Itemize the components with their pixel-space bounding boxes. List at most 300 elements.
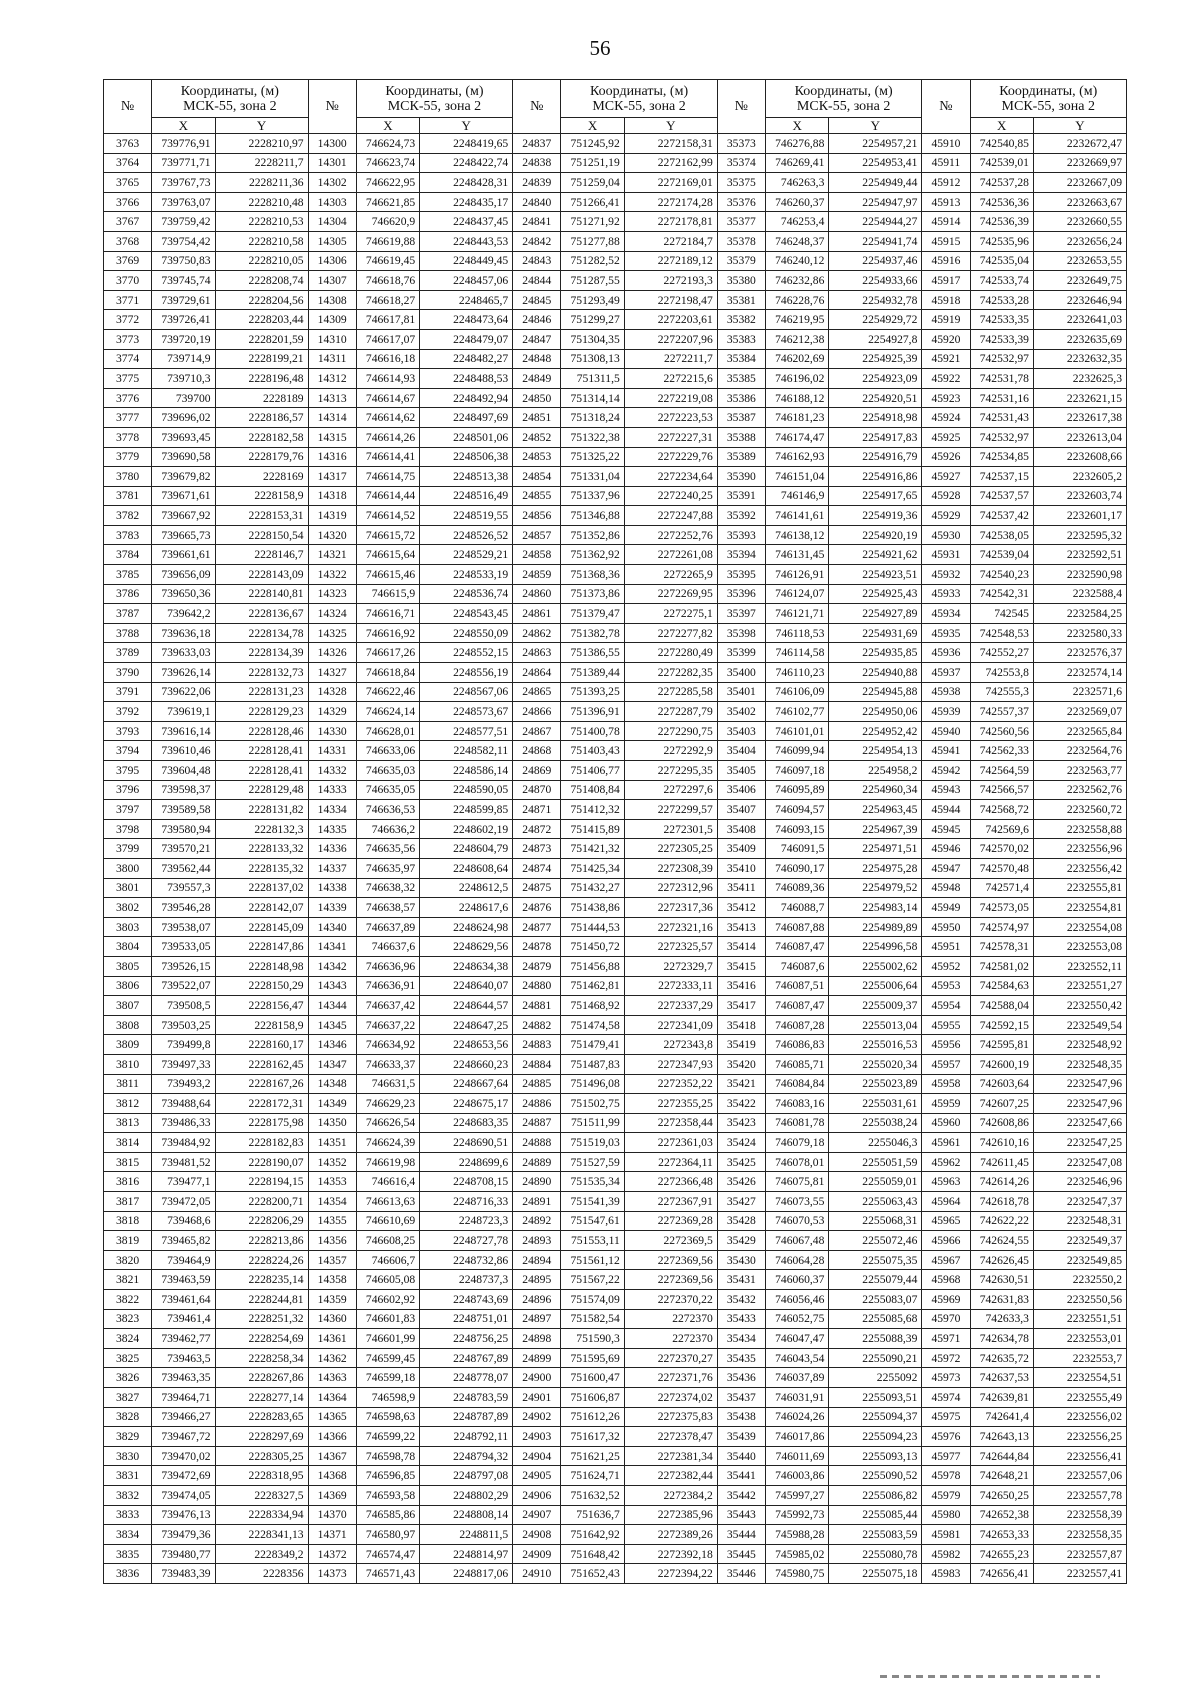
table-row [104,1015,1127,1035]
x-coordinate-cell: 746124,07 [765,584,828,604]
y-coordinate-cell: 2248422,74 [420,153,513,173]
y-coordinate-cell: 2228244,81 [215,1290,308,1310]
coord-title: Координаты, (м) [385,83,484,99]
x-coordinate-cell: 751308,13 [561,349,624,369]
x-coordinate-cell: 746571,43 [356,1564,419,1584]
point-number-cell: 45914 [922,212,970,232]
y-coordinate-cell: 2248756,25 [420,1329,513,1349]
y-coordinate-cell: 2232555,81 [1033,878,1126,898]
x-coordinate-cell: 746087,47 [765,996,828,1016]
point-number-cell: 14312 [308,369,356,389]
coord-title: Координаты, (м) [589,83,689,99]
y-coordinate-cell: 2232549,85 [1033,1250,1126,1270]
point-number-cell: 45980 [922,1505,970,1525]
x-coordinate-cell: 746618,84 [356,663,419,683]
table-row [104,1309,1127,1329]
x-coordinate-cell: 746095,89 [765,780,828,800]
point-number-cell: 3829 [104,1427,152,1447]
table-row [104,1094,1127,1114]
y-coordinate-cell: 2248660,23 [420,1054,513,1074]
y-coordinate-cell: 2254923,51 [829,565,922,585]
y-coordinate-cell: 2272207,96 [624,329,717,349]
x-coordinate-cell: 751624,71 [561,1466,624,1486]
point-number-cell: 35390 [717,467,765,487]
x-coordinate-cell: 746601,83 [356,1309,419,1329]
point-number-cell: 35393 [717,525,765,545]
point-number-cell: 24872 [513,819,561,839]
x-coordinate-cell: 751266,41 [561,192,624,212]
y-coordinate-cell: 2232608,66 [1033,447,1126,467]
point-number-cell: 45971 [922,1329,970,1349]
point-number-cell: 45913 [922,192,970,212]
y-coordinate-cell: 2248727,78 [420,1231,513,1251]
x-coordinate-cell: 739557,3 [152,878,215,898]
x-coordinate-cell: 739661,61 [152,545,215,565]
point-number-cell: 24866 [513,702,561,722]
y-coordinate-cell: 2228204,56 [215,290,308,310]
x-coordinate-cell: 751496,08 [561,1074,624,1094]
y-coordinate-cell: 2232550,56 [1033,1290,1126,1310]
table-row [104,898,1127,918]
y-coordinate-cell: 2228277,14 [215,1388,308,1408]
y-coordinate-cell: 2255090,52 [829,1466,922,1486]
y-coordinate-cell: 2232555,49 [1033,1388,1126,1408]
y-coordinate-cell: 2272215,6 [624,369,717,389]
y-coordinate-cell: 2254923,09 [829,369,922,389]
point-number-cell: 24868 [513,741,561,761]
y-coordinate-cell: 2232557,87 [1033,1544,1126,1564]
y-coordinate-cell: 2232632,35 [1033,349,1126,369]
x-coordinate-cell: 751379,47 [561,604,624,624]
x-coordinate-cell: 739642,2 [152,604,215,624]
point-number-cell: 24907 [513,1505,561,1525]
point-number-cell: 35412 [717,898,765,918]
y-coordinate-cell: 2254937,46 [829,251,922,271]
x-coordinate-cell: 746628,01 [356,721,419,741]
y-coordinate-cell: 2232667,09 [1033,173,1126,193]
point-number-cell: 35444 [717,1525,765,1545]
point-number-cell: 35392 [717,506,765,526]
point-number-cell: 24838 [513,153,561,173]
x-coordinate-cell: 746624,14 [356,702,419,722]
y-coordinate-cell: 2254916,79 [829,447,922,467]
y-coordinate-cell: 2272203,61 [624,310,717,330]
x-coordinate-cell: 745985,02 [765,1544,828,1564]
x-coordinate-cell: 746037,89 [765,1368,828,1388]
point-number-cell: 14348 [308,1074,356,1094]
point-number-cell: 14339 [308,898,356,918]
x-coordinate-cell: 746633,37 [356,1054,419,1074]
y-coordinate-cell: 2232556,41 [1033,1446,1126,1466]
x-coordinate-cell: 739696,02 [152,408,215,428]
point-number-cell: 3793 [104,721,152,741]
x-coordinate-cell: 742650,25 [970,1485,1033,1505]
x-coordinate-cell: 739463,35 [152,1368,215,1388]
y-coordinate-cell: 2248675,17 [420,1094,513,1114]
x-coordinate-cell: 746087,47 [765,937,828,957]
point-number-cell: 35428 [717,1211,765,1231]
y-coordinate-cell: 2248513,38 [420,467,513,487]
point-number-cell: 3786 [104,584,152,604]
x-coordinate-cell: 751487,83 [561,1054,624,1074]
point-number-cell: 45923 [922,388,970,408]
y-coordinate-cell: 2254996,58 [829,937,922,957]
point-number-cell: 35400 [717,663,765,683]
point-number-cell: 45947 [922,858,970,878]
x-coordinate-cell: 751652,43 [561,1564,624,1584]
point-number-cell: 45921 [922,349,970,369]
x-coordinate-cell: 739714,9 [152,349,215,369]
y-coordinate-cell: 2232556,96 [1033,839,1126,859]
y-coordinate-cell: 2228128,41 [215,741,308,761]
x-coordinate-cell: 739474,05 [152,1485,215,1505]
x-coordinate-cell: 746101,01 [765,721,828,741]
y-coordinate-cell: 2254932,78 [829,290,922,310]
x-coordinate-cell: 742552,27 [970,643,1033,663]
y-coordinate-cell: 2272361,03 [624,1133,717,1153]
point-number-cell: 14364 [308,1388,356,1408]
x-coordinate-cell: 742588,04 [970,996,1033,1016]
x-coordinate-cell: 751617,32 [561,1427,624,1447]
x-coordinate-cell: 739763,07 [152,192,215,212]
x-coordinate-cell: 742608,86 [970,1113,1033,1133]
x-coordinate-cell: 751574,09 [561,1290,624,1310]
point-number-cell: 35416 [717,976,765,996]
table-row [104,1250,1127,1270]
y-coordinate-cell: 2254925,43 [829,584,922,604]
point-number-cell: 3795 [104,761,152,781]
x-coordinate-cell: 751245,92 [561,134,624,154]
y-coordinate-cell: 2272375,83 [624,1407,717,1427]
x-coordinate-cell: 746624,73 [356,134,419,154]
point-number-cell: 45963 [922,1172,970,1192]
y-coordinate-cell: 2254916,86 [829,467,922,487]
point-number-cell: 45952 [922,956,970,976]
point-number-cell: 3815 [104,1152,152,1172]
coord-title: Координаты, (м) [180,83,279,99]
x-coordinate-cell: 739472,69 [152,1466,215,1486]
point-number-cell: 14354 [308,1192,356,1212]
coordinates-table-container [103,79,1127,1584]
x-coordinate-cell: 739503,25 [152,1015,215,1035]
y-coordinate-cell: 2228148,98 [215,956,308,976]
x-coordinate-cell: 751595,69 [561,1348,624,1368]
point-number-cell: 24895 [513,1270,561,1290]
y-coordinate-cell: 2248732,86 [420,1250,513,1270]
x-coordinate-cell: 739580,94 [152,819,215,839]
x-coordinate-cell: 746078,01 [765,1152,828,1172]
point-number-cell: 3763 [104,134,152,154]
x-coordinate-cell: 745992,73 [765,1505,828,1525]
x-coordinate-cell: 751511,99 [561,1113,624,1133]
point-number-cell: 24855 [513,486,561,506]
y-coordinate-cell: 2255023,89 [829,1074,922,1094]
point-number-cell: 35421 [717,1074,765,1094]
y-coordinate-cell: 2232553,7 [1033,1348,1126,1368]
x-coordinate-cell: 751535,34 [561,1172,624,1192]
table-row [104,369,1127,389]
point-number-cell: 45929 [922,506,970,526]
x-coordinate-cell: 746616,18 [356,349,419,369]
y-coordinate-cell: 2228206,29 [215,1211,308,1231]
y-coordinate-cell: 2272382,44 [624,1466,717,1486]
y-coordinate-cell: 2228251,32 [215,1309,308,1329]
x-coordinate-cell: 746011,69 [765,1446,828,1466]
x-coordinate-cell: 746614,93 [356,369,419,389]
y-coordinate-cell: 2228172,31 [215,1094,308,1114]
num-header: № [104,80,152,134]
point-number-cell: 24849 [513,369,561,389]
x-coordinate-cell: 739467,72 [152,1427,215,1447]
y-coordinate-cell: 2228327,5 [215,1485,308,1505]
point-number-cell: 45948 [922,878,970,898]
point-number-cell: 45941 [922,741,970,761]
point-number-cell: 35441 [717,1466,765,1486]
x-coordinate-cell: 739562,44 [152,858,215,878]
x-coordinate-cell: 742532,97 [970,427,1033,447]
y-coordinate-cell: 2272321,16 [624,917,717,937]
x-coordinate-cell: 739598,37 [152,780,215,800]
x-coordinate-cell: 746614,44 [356,486,419,506]
x-coordinate-cell: 742626,45 [970,1250,1033,1270]
point-number-cell: 14344 [308,996,356,1016]
point-number-cell: 14332 [308,761,356,781]
x-coordinate-cell: 745988,28 [765,1525,828,1545]
x-coordinate-cell: 746276,88 [765,134,828,154]
y-coordinate-cell: 2248617,6 [420,898,513,918]
y-coordinate-cell: 2232546,96 [1033,1172,1126,1192]
x-coordinate-cell: 751636,7 [561,1505,624,1525]
point-number-cell: 35435 [717,1348,765,1368]
point-number-cell: 14371 [308,1525,356,1545]
x-coordinate-cell: 746610,69 [356,1211,419,1231]
x-coordinate-cell: 739633,03 [152,643,215,663]
y-coordinate-cell: 2255075,35 [829,1250,922,1270]
x-coordinate-cell: 746614,52 [356,506,419,526]
table-row [104,996,1127,1016]
x-coordinate-cell: 739754,42 [152,231,215,251]
point-number-cell: 24840 [513,192,561,212]
point-number-cell: 45944 [922,800,970,820]
x-coordinate-cell: 746263,3 [765,173,828,193]
table-row [104,525,1127,545]
x-coordinate-cell: 742570,02 [970,839,1033,859]
point-number-cell: 24888 [513,1133,561,1153]
point-number-cell: 45973 [922,1368,970,1388]
x-coordinate-cell: 739462,77 [152,1329,215,1349]
x-coordinate-cell: 746162,93 [765,447,828,467]
x-coordinate-cell: 746617,81 [356,310,419,330]
x-coordinate-cell: 742535,04 [970,251,1033,271]
x-coordinate-cell: 746637,89 [356,917,419,937]
x-coordinate-cell: 739604,48 [152,761,215,781]
x-coordinate-cell: 742532,97 [970,349,1033,369]
point-number-cell: 14303 [308,192,356,212]
point-number-cell: 3834 [104,1525,152,1545]
x-coordinate-cell: 751456,88 [561,956,624,976]
x-coordinate-cell: 742652,38 [970,1505,1033,1525]
table-row [104,1074,1127,1094]
x-coordinate-cell: 742535,96 [970,231,1033,251]
point-number-cell: 3805 [104,956,152,976]
x-coordinate-cell: 739472,05 [152,1192,215,1212]
y-coordinate-cell: 2248699,6 [420,1152,513,1172]
x-coordinate-cell: 739693,45 [152,427,215,447]
point-number-cell: 35374 [717,153,765,173]
point-number-cell: 24875 [513,878,561,898]
point-number-cell: 24893 [513,1231,561,1251]
y-coordinate-cell: 2248497,69 [420,408,513,428]
x-coordinate-cell: 746253,4 [765,212,828,232]
y-coordinate-cell: 2232590,98 [1033,565,1126,585]
point-number-cell: 3817 [104,1192,152,1212]
x-coordinate-cell: 742533,39 [970,329,1033,349]
point-number-cell: 14359 [308,1290,356,1310]
table-row [104,937,1127,957]
table-row [104,1192,1127,1212]
x-coordinate-cell: 739463,5 [152,1348,215,1368]
x-coordinate-cell: 739486,33 [152,1113,215,1133]
y-coordinate-cell: 2232649,75 [1033,271,1126,291]
point-number-cell: 14365 [308,1407,356,1427]
y-coordinate-cell: 2272282,35 [624,663,717,683]
num-header: № [922,80,970,134]
y-coordinate-cell: 2272370,22 [624,1290,717,1310]
y-coordinate-cell: 2272169,01 [624,173,717,193]
y-coordinate-cell: 2232560,72 [1033,800,1126,820]
point-number-cell: 24859 [513,565,561,585]
x-coordinate-cell: 746599,18 [356,1368,419,1388]
x-coordinate-cell: 746090,17 [765,858,828,878]
x-coordinate-cell: 742648,21 [970,1466,1033,1486]
point-number-cell: 35387 [717,408,765,428]
point-number-cell: 35407 [717,800,765,820]
x-coordinate-cell: 746574,47 [356,1544,419,1564]
x-coordinate-cell: 746151,04 [765,467,828,487]
x-coordinate-cell: 751425,34 [561,858,624,878]
x-coordinate-cell: 746084,84 [765,1074,828,1094]
num-header: № [513,80,561,134]
y-coordinate-cell: 2232551,51 [1033,1309,1126,1329]
x-coordinate-cell: 746615,64 [356,545,419,565]
y-coordinate-cell: 2272384,2 [624,1485,717,1505]
point-number-cell: 14363 [308,1368,356,1388]
point-number-cell: 14327 [308,663,356,683]
y-coordinate-cell: 2248437,45 [420,212,513,232]
y-coordinate-cell: 2228305,25 [215,1446,308,1466]
point-number-cell: 24851 [513,408,561,428]
point-number-cell: 3788 [104,623,152,643]
point-number-cell: 35388 [717,427,765,447]
x-coordinate-cell: 746622,95 [356,173,419,193]
y-coordinate-cell: 2248473,64 [420,310,513,330]
point-number-cell: 3797 [104,800,152,820]
y-coordinate-cell: 2254944,27 [829,212,922,232]
x-coordinate-cell: 739771,71 [152,153,215,173]
y-coordinate-cell: 2228356 [215,1564,308,1584]
x-coordinate-cell: 739508,5 [152,996,215,1016]
point-number-cell: 14360 [308,1309,356,1329]
x-coordinate-cell: 751277,88 [561,231,624,251]
y-coordinate-cell: 2228134,78 [215,623,308,643]
x-coordinate-cell: 739700 [152,388,215,408]
table-row [104,878,1127,898]
y-coordinate-cell: 2248737,3 [420,1270,513,1290]
y-coordinate-cell: 2255080,78 [829,1544,922,1564]
table-row [104,1368,1127,1388]
x-coordinate-cell: 742635,72 [970,1348,1033,1368]
y-coordinate-cell: 2272370 [624,1329,717,1349]
y-coordinate-cell: 2228349,2 [215,1544,308,1564]
y-coordinate-cell: 2228200,71 [215,1192,308,1212]
x-coordinate-cell: 742584,63 [970,976,1033,996]
point-number-cell: 14353 [308,1172,356,1192]
point-number-cell: 35433 [717,1309,765,1329]
x-coordinate-cell: 739610,46 [152,741,215,761]
x-coordinate-cell: 739483,39 [152,1564,215,1584]
y-coordinate-cell: 2272333,11 [624,976,717,996]
y-coordinate-cell: 2255072,46 [829,1231,922,1251]
x-coordinate-cell: 746615,72 [356,525,419,545]
point-number-cell: 35376 [717,192,765,212]
point-number-cell: 3768 [104,231,152,251]
y-coordinate-cell: 2248783,59 [420,1388,513,1408]
x-coordinate-cell: 746188,12 [765,388,828,408]
x-coordinate-cell: 739546,28 [152,898,215,918]
point-number-cell: 45950 [922,917,970,937]
point-number-cell: 45979 [922,1485,970,1505]
point-number-cell: 45926 [922,447,970,467]
point-number-cell: 3833 [104,1505,152,1525]
point-number-cell: 14316 [308,447,356,467]
y-coordinate-cell: 2228128,41 [215,761,308,781]
y-coordinate-cell: 2228210,48 [215,192,308,212]
y-coordinate-cell: 2248634,38 [420,956,513,976]
y-coordinate-cell: 2272261,08 [624,545,717,565]
x-coordinate-cell: 742533,28 [970,290,1033,310]
y-coordinate-cell: 2232562,76 [1033,780,1126,800]
x-coordinate-cell: 742644,84 [970,1446,1033,1466]
point-number-cell: 35432 [717,1290,765,1310]
point-number-cell: 3813 [104,1113,152,1133]
coord-title: Координаты, (м) [999,83,1098,99]
y-coordinate-cell: 2272174,28 [624,192,717,212]
y-coordinate-cell: 2228213,86 [215,1231,308,1251]
x-coordinate-cell: 746075,81 [765,1172,828,1192]
y-coordinate-cell: 2232557,41 [1033,1564,1126,1584]
y-coordinate-cell: 2232556,42 [1033,858,1126,878]
point-number-cell: 14341 [308,937,356,957]
x-coordinate-cell: 739468,6 [152,1211,215,1231]
table-row [104,741,1127,761]
x-coordinate-cell: 751527,59 [561,1152,624,1172]
table-row [104,545,1127,565]
point-number-cell: 24880 [513,976,561,996]
table-row [104,839,1127,859]
y-coordinate-cell: 2232584,25 [1033,604,1126,624]
y-coordinate-cell: 2248536,74 [420,584,513,604]
table-row [104,702,1127,722]
point-number-cell: 3784 [104,545,152,565]
x-coordinate-cell: 751322,38 [561,427,624,447]
point-number-cell: 3772 [104,310,152,330]
point-number-cell: 35385 [717,369,765,389]
x-coordinate-cell: 746043,54 [765,1348,828,1368]
point-number-cell: 3764 [104,153,152,173]
point-number-cell: 14347 [308,1054,356,1074]
x-coordinate-cell: 746620,9 [356,212,419,232]
x-coordinate-cell: 739493,2 [152,1074,215,1094]
